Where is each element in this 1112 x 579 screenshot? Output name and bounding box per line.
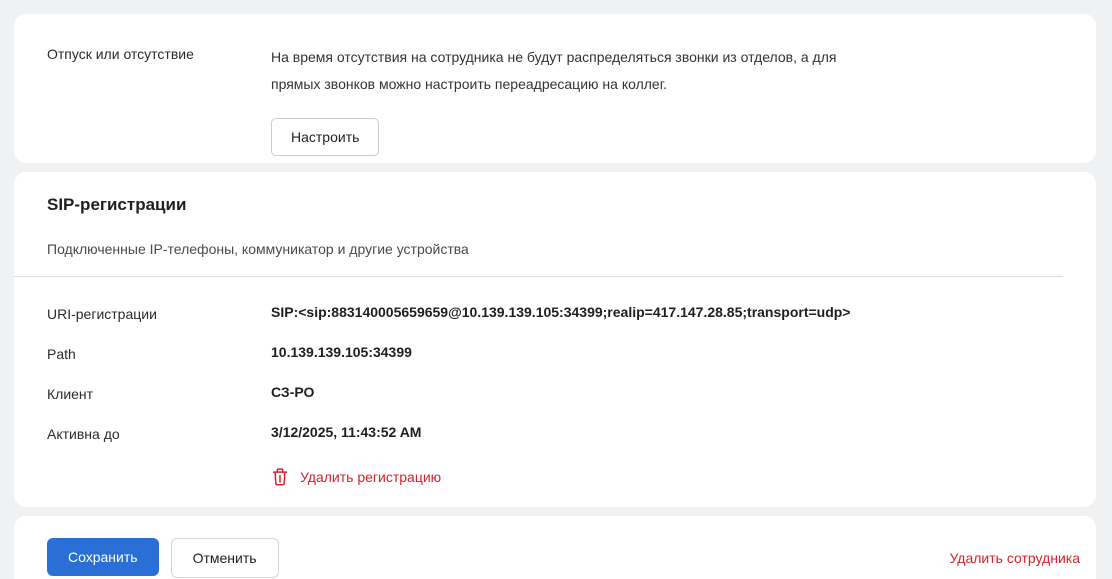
sip-field-label: Path <box>47 346 76 362</box>
sip-field-label: URI-регистрации <box>47 306 157 322</box>
configure-button[interactable]: Настроить <box>271 118 379 156</box>
sip-field-value: 10.139.139.105:34399 <box>271 344 412 360</box>
cancel-button[interactable]: Отменить <box>171 538 279 578</box>
delete-employee-link[interactable]: Удалить сотрудника <box>949 550 1080 566</box>
sip-field-value: 3/12/2025, 11:43:52 AM <box>271 424 422 440</box>
sip-registrations-card <box>14 172 1096 507</box>
delete-registration-label: Удалить регистрацию <box>300 469 442 485</box>
delete-registration-link[interactable] <box>271 453 441 495</box>
sip-field-row-active-until <box>47 413 1063 453</box>
sip-fields <box>14 277 1096 495</box>
sip-field-value: СЗ-РО <box>271 384 315 400</box>
sip-field-row-path <box>47 333 1063 373</box>
footer-actions-card <box>14 516 1096 579</box>
trash-icon <box>271 467 289 487</box>
sip-field-row-uri <box>47 293 1063 333</box>
sip-field-row-client <box>47 373 1063 413</box>
vacation-label: Отпуск или отсутствие <box>47 46 194 62</box>
vacation-content <box>271 44 1063 163</box>
sip-card-title: SIP-регистрации <box>47 195 187 214</box>
sip-field-value: SIP:<sip:883140005659659@10.139.139.105:34399;realip=417.147.28.85;transport=udp> <box>271 304 851 320</box>
vacation-card <box>14 14 1096 163</box>
sip-field-label: Активна до <box>47 426 120 442</box>
vacation-description: На время отсутствия на сотрудника не будут распределяться звонки из отделов, а для прямых звонков можно настроить переадресацию на коллег. <box>271 49 837 92</box>
save-button[interactable]: Сохранить <box>47 538 159 576</box>
sip-field-label: Клиент <box>47 386 94 402</box>
sip-card-subtitle: Подключенные IP-телефоны, коммуникатор и другие устройства <box>47 241 469 257</box>
